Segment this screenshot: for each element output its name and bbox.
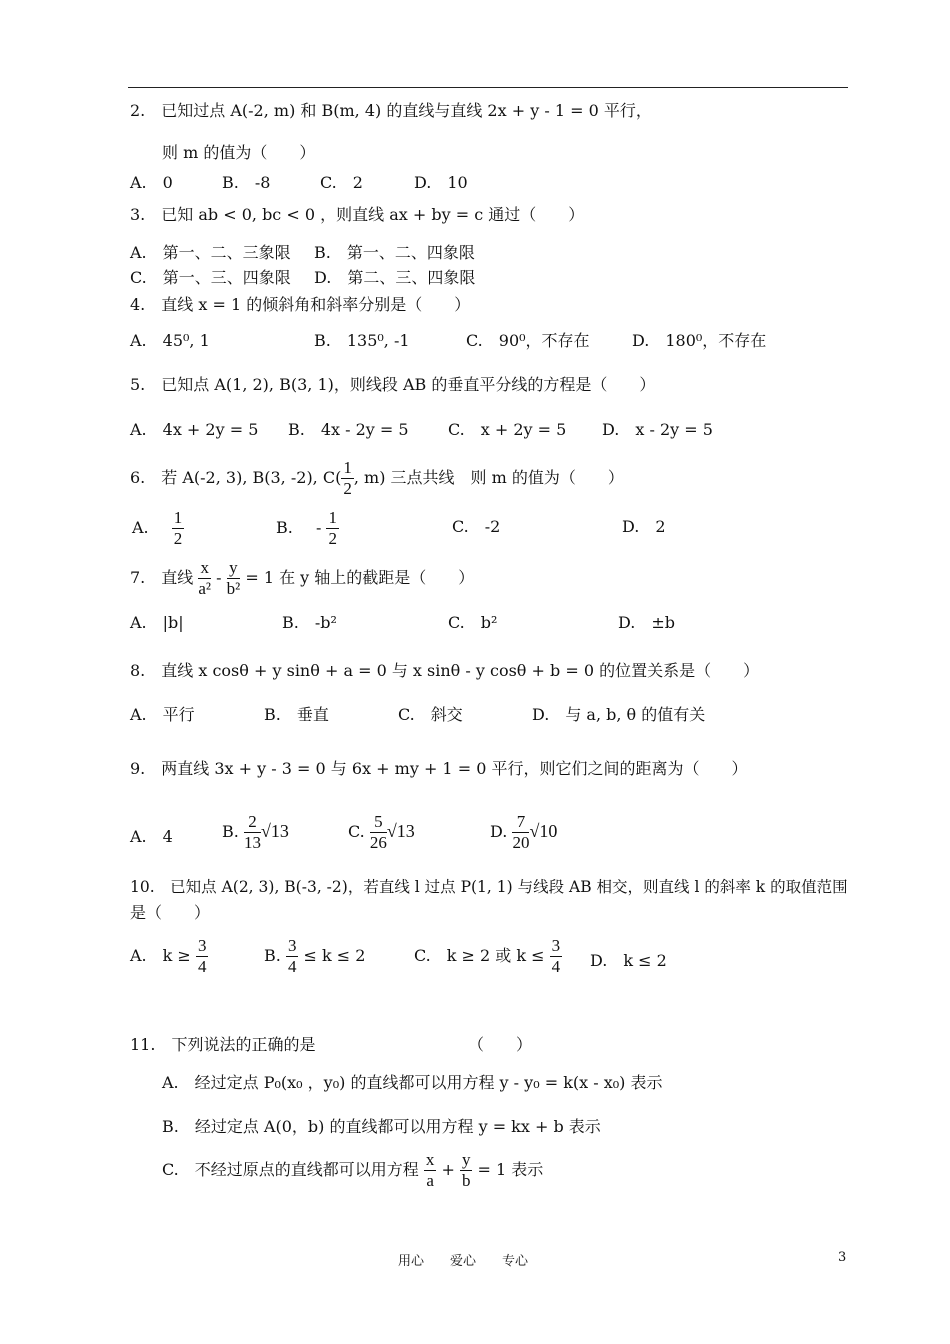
q11-answer-paren: （ ） bbox=[468, 1035, 533, 1054]
q11-option-a: A. 经过定点 P₀(x₀ ，y₀) 的直线都可以用方程 y - y₀ = k(x - x₀) 表示 bbox=[162, 1073, 663, 1092]
q11-c-post: = 1 表示 bbox=[477, 1160, 544, 1179]
q7-option-b: B. -b² bbox=[282, 613, 337, 632]
q11-c-plus: + bbox=[441, 1160, 455, 1179]
q9-d-den: 20 bbox=[512, 833, 530, 852]
q7-f1-den: a² bbox=[198, 579, 212, 598]
q6-stem bbox=[130, 458, 624, 499]
q6-stem-part2: , m) 三点共线 则 m 的值为（ ） bbox=[353, 468, 624, 487]
q7-frac-1 bbox=[198, 558, 211, 599]
q8-option-d: D. 与 a, b, θ 的值有关 bbox=[532, 705, 706, 724]
q10-option-a bbox=[130, 936, 208, 977]
q9-c-num: 5 bbox=[370, 812, 387, 833]
footer-motto: 用心 爱心 专心 bbox=[398, 1254, 529, 1269]
q5-option-b: B. 4x - 2y = 5 bbox=[288, 420, 409, 439]
q9-b-label: B. bbox=[222, 822, 239, 841]
q9-d-radical: √10 bbox=[529, 821, 558, 841]
q7-f1-num: x bbox=[198, 558, 211, 579]
q7-f2-den: b² bbox=[226, 579, 241, 598]
q6-option-b-frac bbox=[326, 508, 339, 549]
q8-stem: 8. 直线 x cosθ + y sinθ + a = 0 与 x sinθ - y cosθ + b = 0 的位置关系是（ ） bbox=[130, 661, 760, 680]
q8-option-a: A. 平行 bbox=[130, 705, 195, 724]
q7-option-a: A. |b| bbox=[130, 613, 184, 632]
q10-b-label: B. bbox=[264, 946, 281, 965]
q11-c-pre: C. 不经过原点的直线都可以用方程 bbox=[162, 1160, 419, 1179]
q10-b-den: 4 bbox=[287, 957, 297, 976]
q7-pre: 7. 直线 bbox=[130, 568, 194, 587]
q7-frac-2 bbox=[227, 558, 241, 599]
q11-c-f1-den: a bbox=[426, 1171, 434, 1190]
q6-b-num: 1 bbox=[328, 508, 337, 527]
q9-c-frac bbox=[370, 812, 387, 853]
q4-option-d: D. 180⁰，不存在 bbox=[632, 331, 767, 350]
q11-c-frac-2 bbox=[460, 1150, 473, 1191]
q10-a-num: 3 bbox=[197, 936, 207, 955]
q6-option-d: D. 2 bbox=[622, 517, 666, 536]
q9-c-label: C. bbox=[348, 822, 365, 841]
q7-option-c: C. b² bbox=[448, 613, 498, 632]
q6-a-den: 2 bbox=[173, 529, 183, 548]
q9-b-num: 2 bbox=[244, 812, 261, 833]
q6-b-den: 2 bbox=[328, 529, 337, 548]
q11-option-c bbox=[162, 1150, 543, 1191]
q10-a-den: 4 bbox=[197, 957, 207, 976]
q10-c-num: 3 bbox=[551, 936, 561, 955]
q9-option-d bbox=[490, 812, 557, 853]
q9-option-a: A. 4 bbox=[130, 827, 173, 846]
q9-c-radical: √13 bbox=[386, 821, 415, 841]
q7-minus: - bbox=[216, 568, 222, 587]
q10-c-label: C. k ≥ 2 或 k ≤ bbox=[414, 946, 545, 965]
q10-stem-cont: 是（ ） bbox=[130, 903, 211, 922]
q5-option-c: C. x + 2y = 5 bbox=[448, 420, 567, 439]
q6-option-a-label: A. bbox=[132, 518, 149, 537]
q6-option-a bbox=[132, 508, 184, 549]
q10-option-c bbox=[414, 936, 562, 977]
q6-frac-den: 2 bbox=[343, 479, 352, 498]
q8-option-b: B. 垂直 bbox=[264, 705, 329, 724]
header-rule bbox=[128, 87, 848, 88]
q7-stem bbox=[130, 558, 474, 599]
q5-stem: 5. 已知点 A(1, 2), B(3, 1)，则线段 AB 的垂直平分线的方程是（ ） bbox=[130, 375, 656, 394]
q2-option-d: D. 10 bbox=[414, 173, 468, 192]
q7-post: = 1 在 y 轴上的截距是（ ） bbox=[245, 568, 475, 587]
q3-option-c: C. 第一、三、四象限 bbox=[130, 268, 291, 287]
q9-b-den: 13 bbox=[243, 833, 261, 852]
q6-a-num: 1 bbox=[173, 508, 183, 527]
q11-c-f2-den: b bbox=[461, 1171, 471, 1190]
q10-option-d: D. k ≤ 2 bbox=[590, 951, 667, 970]
q6-fraction bbox=[341, 458, 354, 499]
q9-option-b bbox=[222, 812, 289, 853]
q9-b-radical: √13 bbox=[260, 821, 289, 841]
q2-option-b: B. -8 bbox=[222, 173, 271, 192]
q11-c-frac-1 bbox=[424, 1150, 437, 1191]
q9-option-c bbox=[348, 812, 415, 853]
q9-b-frac bbox=[244, 812, 261, 853]
q9-c-den: 26 bbox=[369, 833, 387, 852]
q9-d-label: D. bbox=[490, 822, 508, 841]
q5-option-a: A. 4x + 2y = 5 bbox=[130, 420, 259, 439]
q2-option-c: C. 2 bbox=[320, 173, 363, 192]
q6-option-b-label: B. bbox=[276, 518, 293, 537]
q10-a-label: A. k ≥ bbox=[130, 946, 191, 965]
q3-option-b: B. 第一、二、四象限 bbox=[314, 243, 475, 262]
q11-stem: 11. 下列说法的正确的是 bbox=[130, 1035, 316, 1054]
q3-stem: 3. 已知 ab < 0, bc < 0 ，则直线 ax + by = c 通过（ ） bbox=[130, 205, 585, 224]
q11-option-b: B. 经过定点 A(0，b) 的直线都可以用方程 y = kx + b 表示 bbox=[162, 1117, 601, 1136]
q3-option-d: D. 第二、三、四象限 bbox=[314, 268, 476, 287]
q4-option-c: C. 90⁰，不存在 bbox=[466, 331, 590, 350]
q5-option-d: D. x - 2y = 5 bbox=[602, 420, 713, 439]
q6-option-c: C. -2 bbox=[452, 517, 501, 536]
q7-option-d: D. ±b bbox=[618, 613, 675, 632]
q4-option-b: B. 135⁰, -1 bbox=[314, 331, 410, 350]
q8-option-c: C. 斜交 bbox=[398, 705, 463, 724]
q10-b-frac bbox=[286, 936, 299, 977]
q10-c-den: 4 bbox=[551, 957, 561, 976]
q6-option-b bbox=[276, 508, 339, 549]
q7-f2-num: y bbox=[227, 558, 241, 579]
q6-b-sign: - bbox=[315, 518, 322, 537]
q10-stem: 10. 已知点 A(2, 3), B(-3, -2)，若直线 l 过点 P(1, 1) 与线段 AB 相交，则直线 l 的斜率 k 的取值范围 bbox=[130, 878, 848, 896]
q11-c-f1-num: x bbox=[425, 1150, 435, 1169]
q4-option-a: A. 45⁰, 1 bbox=[130, 331, 210, 350]
q6-frac-num: 1 bbox=[343, 458, 352, 477]
q11-c-f2-num: y bbox=[461, 1150, 471, 1169]
q9-stem: 9. 两直线 3x + y - 3 = 0 与 6x + my + 1 = 0 平行，则它们之间的距离为（ ） bbox=[130, 759, 748, 778]
q3-option-a: A. 第一、二、三象限 bbox=[130, 243, 291, 262]
q4-stem: 4. 直线 x = 1 的倾斜角和斜率分别是（ ） bbox=[130, 295, 471, 314]
q9-d-num: 7 bbox=[512, 812, 529, 833]
q2-stem-cont: 则 m 的值为（ ） bbox=[162, 143, 316, 162]
q10-option-b bbox=[264, 936, 365, 977]
q6-option-a-frac bbox=[172, 508, 185, 549]
q6-stem-part1: 6. 若 A(-2, 3), B(3, -2), C( bbox=[130, 468, 342, 487]
page-number: 3 bbox=[838, 1250, 847, 1265]
q9-d-frac bbox=[512, 812, 529, 853]
q2-option-a: A. 0 bbox=[130, 173, 173, 192]
q10-c-frac bbox=[550, 936, 563, 977]
q10-b-num: 3 bbox=[287, 936, 297, 955]
q10-b-post: ≤ k ≤ 2 bbox=[303, 946, 366, 965]
q2-stem: 2. 已知过点 A(-2, m) 和 B(m, 4) 的直线与直线 2x + y - 1 = 0 平行， bbox=[130, 101, 652, 120]
q10-a-frac bbox=[196, 936, 209, 977]
